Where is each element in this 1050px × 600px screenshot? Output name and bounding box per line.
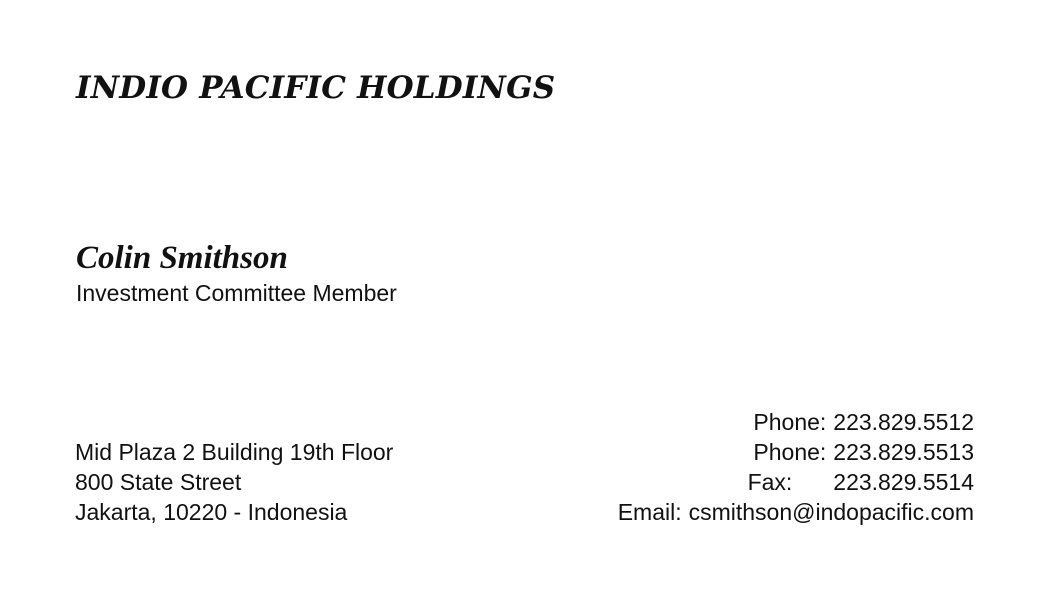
phone-label-1: Phone:: [753, 409, 827, 435]
phone-number-1: 223.829.5512: [833, 409, 974, 435]
person-title: Investment Committee Member: [76, 280, 397, 306]
contact-block: [618, 407, 974, 527]
phone-number-2: 223.829.5513: [833, 439, 974, 465]
address-line-3: Jakarta, 10220 - Indonesia: [75, 499, 348, 525]
email-row: [618, 497, 974, 527]
person-block: [76, 238, 397, 308]
fax-row: [618, 467, 974, 497]
phone-row-2: [618, 437, 974, 467]
person-name: Colin Smithson: [76, 240, 288, 276]
address-block: [75, 437, 393, 527]
email-address: csmithson@indopacific.com: [688, 499, 974, 525]
fax-label: Fax:: [747, 469, 793, 495]
address-line-1: Mid Plaza 2 Building 19th Floor: [75, 439, 394, 465]
email-label: Email:: [617, 499, 682, 525]
phone-row-1: [618, 407, 974, 437]
address-line-2: 800 State Street: [75, 469, 242, 495]
company-name: INDIO PACIFIC HOLDINGS: [76, 70, 556, 106]
fax-number: 223.829.5514: [833, 469, 974, 495]
phone-label-2: Phone:: [753, 439, 827, 465]
